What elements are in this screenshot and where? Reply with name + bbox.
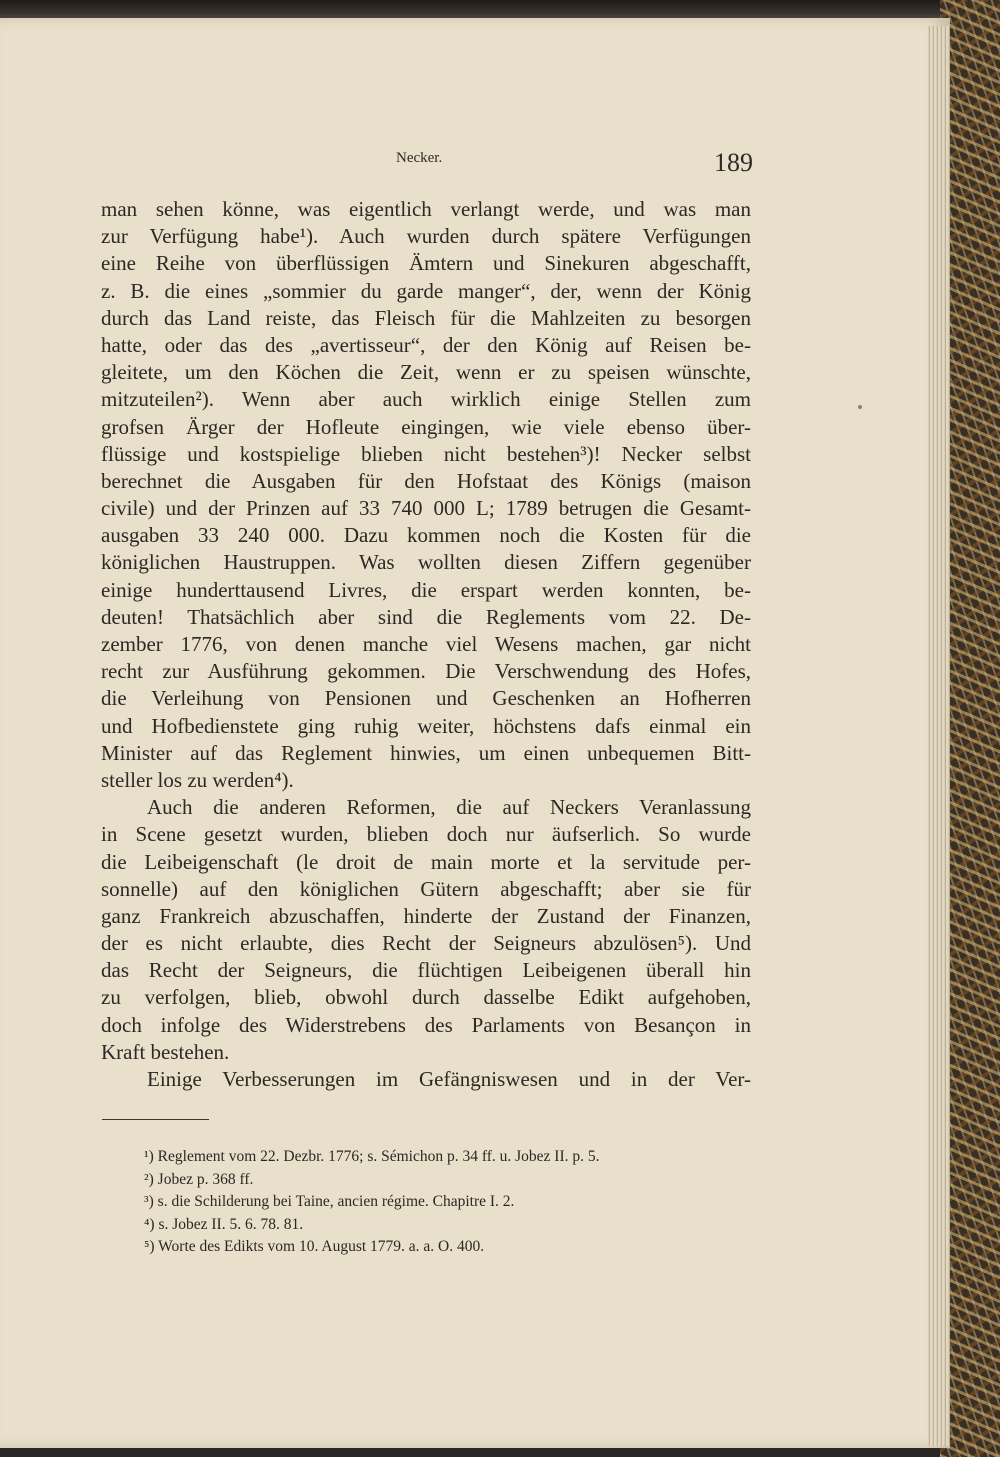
text-line: ausgaben 33 240 000. Dazu kommen noch die Kosten für die [101,523,751,548]
footnote-2: ²) Jobez p. 368 ff. [144,1170,254,1188]
paper-speck [858,405,862,409]
text-line: der es nicht erlaubte, dies Recht der Seigneurs abzulösen⁵). Und [101,931,751,956]
text-line: die Verleihung von Pensionen und Geschenken an Hofherren [101,686,751,711]
text-line: steller los zu werden⁴). [101,767,294,792]
text-line: recht zur Ausführung gekommen. Die Verschwendung des Hofes, [101,659,751,684]
text-line: Auch die anderen Reformen, die auf Neckers Veranlassung [147,795,751,820]
text-line: flüssige und kostspielige blieben nicht bestehen³)! Necker selbst [101,441,751,466]
paragraph-2 [101,794,751,1066]
text-line: sonnelle) auf den königlichen Gütern abgeschafft; aber sie für [101,876,751,901]
text-line: zu verfolgen, blieb, obwohl durch dasselbe Edikt aufgehoben, [101,985,751,1010]
text-line: einige hunderttausend Livres, die erspart werden konnten, be- [101,577,751,602]
text-line: zember 1776, von denen manche viel Wesens machen, gar nicht [101,632,751,656]
text-line: z. B. die eines „sommier du garde manger“, der, wenn der König [101,278,751,303]
text-line: ganz Frankreich abzuschaffen, hinderte der Zustand der Finanzen, [101,903,751,928]
text-line: man sehen könne, was eigentlich verlangt werde, und was man [101,197,751,221]
footnote-separator [102,1119,209,1120]
text-line: gleitete, um den Köchen die Zeit, wenn er zu speisen wünschte, [101,360,751,385]
text-line: deuten! Thatsächlich aber sind die Reglements vom 22. De- [101,604,751,629]
paragraph-1 [101,196,751,794]
footnote-3: ³) s. die Schilderung bei Taine, ancien régime. Chapitre I. 2. [144,1193,515,1210]
footnotes [144,1146,764,1259]
text-line: das Recht der Seigneurs, die flüchtigen Leibeigenen überall hin [101,958,751,983]
text-line: berechnet die Ausgaben für den Hofstaat des Königs (maison [101,468,751,493]
text-line: Einige Verbesserungen im Gefängniswesen und in der Ver- [147,1067,751,1091]
footnote-4: ⁴) s. Jobez II. 5. 6. 78. 81. [144,1215,304,1233]
text-line: königlichen Haustruppen. Was wollten diesen Ziffern gegenüber [101,550,751,575]
text-line: civile) und der Prinzen auf 33 740 000 L; 1789 betrugen die Gesamt- [101,496,751,521]
page-stack-edges [928,26,950,1446]
text-line: doch infolge des Widerstrebens des Parlaments von Besançon in [101,1012,751,1037]
text-line: in Scene gesetzt wurden, blieben doch nur äufserlich. So wurde [101,822,751,847]
body-text [101,196,751,1093]
text-line: und Hofbedienstete ging ruhig weiter, höchstens dafs einmal ein [101,713,751,738]
page-number: 189 [714,148,753,177]
text-line: Minister auf das Reglement hinwies, um einen unbequemen Bitt- [101,740,751,765]
paragraph-3 [101,1066,751,1093]
text-line: die Leibeigenschaft (le droit de main morte et la servitude per- [101,849,751,874]
text-line: zur Verfügung habe¹). Auch wurden durch spätere Verfügungen [101,224,751,249]
text-line: mitzuteilen²). Wenn aber auch wirklich einige Stellen zum [101,387,751,412]
footnote-5: ⁵) Worte des Edikts vom 10. August 1779. a. a. O. 400. [144,1238,485,1255]
text-line: eine Reihe von überflüssigen Ämtern und Sinekuren abgeschafft, [101,251,751,276]
text-line: hatte, oder das des „avertisseur“, der den König auf Reisen be- [101,332,751,357]
text-line: Kraft bestehen. [101,1039,230,1064]
footnote-1: ¹) Reglement vom 22. Dezbr. 1776; s. Sémichon p. 34 ff. u. Jobez II. p. 5. [144,1148,600,1165]
text-line: grofsen Ärger der Hofleute eingingen, wie viele ebenso über- [101,414,751,439]
running-head: Necker. [396,150,443,166]
text-line: durch das Land reiste, das Fleisch für die Mahlzeiten zu besorgen [101,305,751,330]
